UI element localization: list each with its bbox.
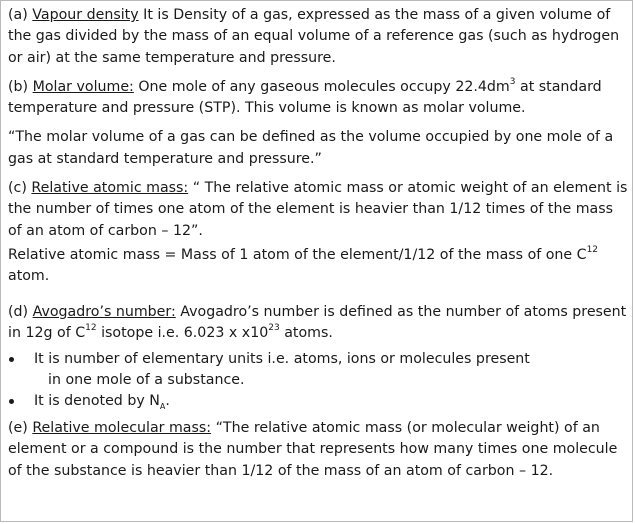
section-a-heading: Vapour density	[32, 7, 139, 23]
section-d-heading: Avogadro’s number:	[32, 303, 176, 320]
section-d-text3: atoms.	[279, 324, 333, 341]
section-avogadro-number	[8, 302, 630, 345]
section-b-text1: One mole of any gaseous molecules occupy 22.4dm	[133, 78, 510, 95]
document-body	[8, 5, 630, 482]
section-d-text2: isotope i.e. 6.023 x x10	[96, 324, 269, 341]
section-c-heading: Relative atomic mass:	[31, 180, 189, 197]
molar-volume-quote: “The molar volume of a gas can be defined as the volume occupied by one mole of a gas at standard temperature and pressure.”	[8, 129, 614, 167]
section-c-formula1: Relative atomic mass = Mass of 1 atom of the element/1/12 of the mass of one C	[8, 246, 587, 263]
section-b-heading: Molar volume:	[32, 78, 134, 95]
bullet2-text: It is denoted by N	[34, 393, 160, 410]
section-d-text1: Avogadro’s number is defined as the number of atoms present in 12g of C	[8, 303, 627, 341]
section-c-text: “ The relative atomic mass or atomic weight of an element is the number of times one atom of the element is heavier than 1/12 times of the mass of an atom of carbon – 12”.	[8, 180, 628, 239]
bullet1-line1: It is number of elementary units i.e. atoms, ions or molecules present	[34, 351, 530, 368]
section-e-text: “The relative atomic mass (or molecular weight) of an element or a compound is the number that represents how many times one molecule of the substance is heavier than 1/12 of the mass of an atom of carbon – 12.	[8, 420, 618, 479]
bullet2-end: .	[165, 393, 170, 410]
section-d-sup1: 12	[85, 323, 97, 334]
section-d-sup2: 23	[268, 323, 280, 334]
avogadro-bullet-list	[8, 349, 630, 412]
bullet-icon	[9, 399, 14, 404]
section-relative-molecular-mass	[8, 418, 630, 482]
bullet2-sub: A	[159, 401, 166, 411]
section-relative-atomic-mass	[8, 178, 630, 242]
relative-atomic-mass-formula	[8, 245, 630, 288]
section-molar-volume	[8, 77, 630, 120]
bullet-icon	[9, 357, 14, 362]
section-b-sup: 3	[509, 77, 516, 88]
bullet1-line2: in one mole of a substance.	[48, 372, 245, 389]
section-b-text2: at standard temperature and pressure (STP). This volume is known as molar volume.	[8, 78, 602, 117]
list-item	[8, 391, 630, 412]
section-e-prefix: (e)	[8, 420, 33, 437]
section-a-prefix: (a)	[8, 7, 33, 23]
section-e-heading: Relative molecular mass:	[32, 420, 212, 437]
section-vapour-density	[8, 5, 630, 69]
section-a-text: It is Density of a gas, expressed as the mass of a given volume of the gas divided by the mass of an equal volume of a reference gas (such as hydrogen or air) at the same temperature and pressure.	[8, 7, 620, 66]
section-b-prefix: (b)	[8, 78, 33, 95]
section-d-prefix: (d)	[8, 303, 33, 320]
list-item	[8, 349, 630, 391]
section-c-formula2: atom.	[8, 268, 50, 285]
section-c-formula-sup: 12	[586, 245, 599, 256]
section-c-prefix: (c)	[8, 180, 32, 197]
